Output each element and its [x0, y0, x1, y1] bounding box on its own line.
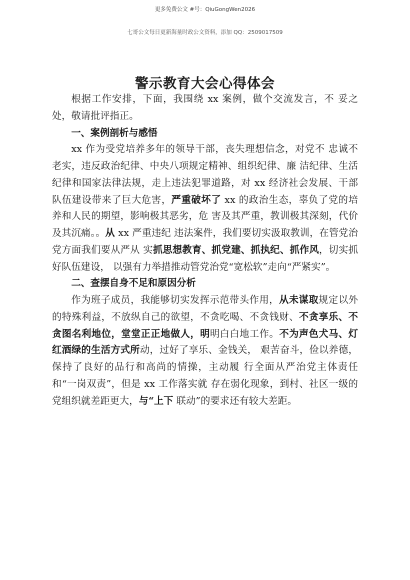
- text-run: 规定以外的特殊利益，不放纵自己的欲望，不贪吃喝、不贪钱财、: [52, 295, 358, 323]
- bold-text-run: 从未谋取: [279, 295, 319, 306]
- bold-text-run: 从: [105, 228, 115, 239]
- text-run: 作为班子成员，我能够切实发挥示范带头作用，: [71, 295, 280, 306]
- text-run: 明白白地工作。: [210, 328, 280, 340]
- text-run: xx 的政治生态，辜负了党的培养和人民的期望，影响极其恶劣，危 害及其严重，教训极其深刻，代价及其沉痛。。: [52, 194, 358, 239]
- text-run: 联动”的要求还有较大差距。: [173, 395, 298, 407]
- bold-text-run: 严重破坏了: [171, 194, 222, 206]
- text-run: xx 作为受党培养多年的领导干部，丧失理想信念，对党不 忠诚不老实，违反政治纪律、中央八项规定精神、组织纪律、廉 洁纪律、生活纪律和国家法律法规，走上违法犯罪道路，对 xx 经济社会发展、干部队伍建设带来了巨大危害，: [52, 144, 358, 206]
- bold-text-run: 不贪享乐、不贪图名利地位，堂堂正正地做人，明: [52, 311, 358, 340]
- text-run: xx 严重违纪 违法案件，我们要切实汲取教训，在管党治党方面我们要从严从 实: [52, 228, 358, 256]
- text-run: 一、案例剖析与感悟: [71, 127, 158, 139]
- text-run: ，切实抓好队伍建设， 以强有力举措推动管党治党“宽松软”走向“严紧实”。: [52, 244, 358, 273]
- watermark-text: 更多免费公文 #号：QiuGongWen2026: [154, 7, 256, 13]
- bold-text-run: 与“上下: [138, 395, 174, 407]
- text-run: 根据工作安排，下面，我围绕 xx 案例，做个交流发言，不 妥之处，敬请批评指正。: [52, 94, 358, 122]
- document-body: [52, 92, 358, 410]
- page-title: 警示教育大会心得体会: [135, 76, 275, 92]
- text-run: 动，过好了享乐、金钱关， 艰苦奋斗，俭以养德，保持了良好的品行和高尚的情操，主动履 行全面从严治党主体责任和“一岗双责”，但是 xx 工作落实就 存在弱化现象，到村、社区一级的党组织就差距更大，: [52, 345, 358, 407]
- body-paragraph: [52, 92, 358, 126]
- bold-text-run: 不为声色犬马、灯红酒绿的生活方式所: [52, 328, 358, 357]
- body-paragraph: [52, 293, 358, 410]
- section-heading: [52, 276, 358, 293]
- bold-text-run: 抓思想教育、抓党建、抓执纪、抓作风: [152, 244, 320, 256]
- body-paragraph: [52, 142, 358, 276]
- header-note: 七哥公文每日更新海量时政公文资料，添加 QQ：2509017509: [127, 30, 283, 36]
- section-heading: [52, 126, 358, 143]
- text-run: 二、查摆自身不足和原因分析: [71, 278, 196, 290]
